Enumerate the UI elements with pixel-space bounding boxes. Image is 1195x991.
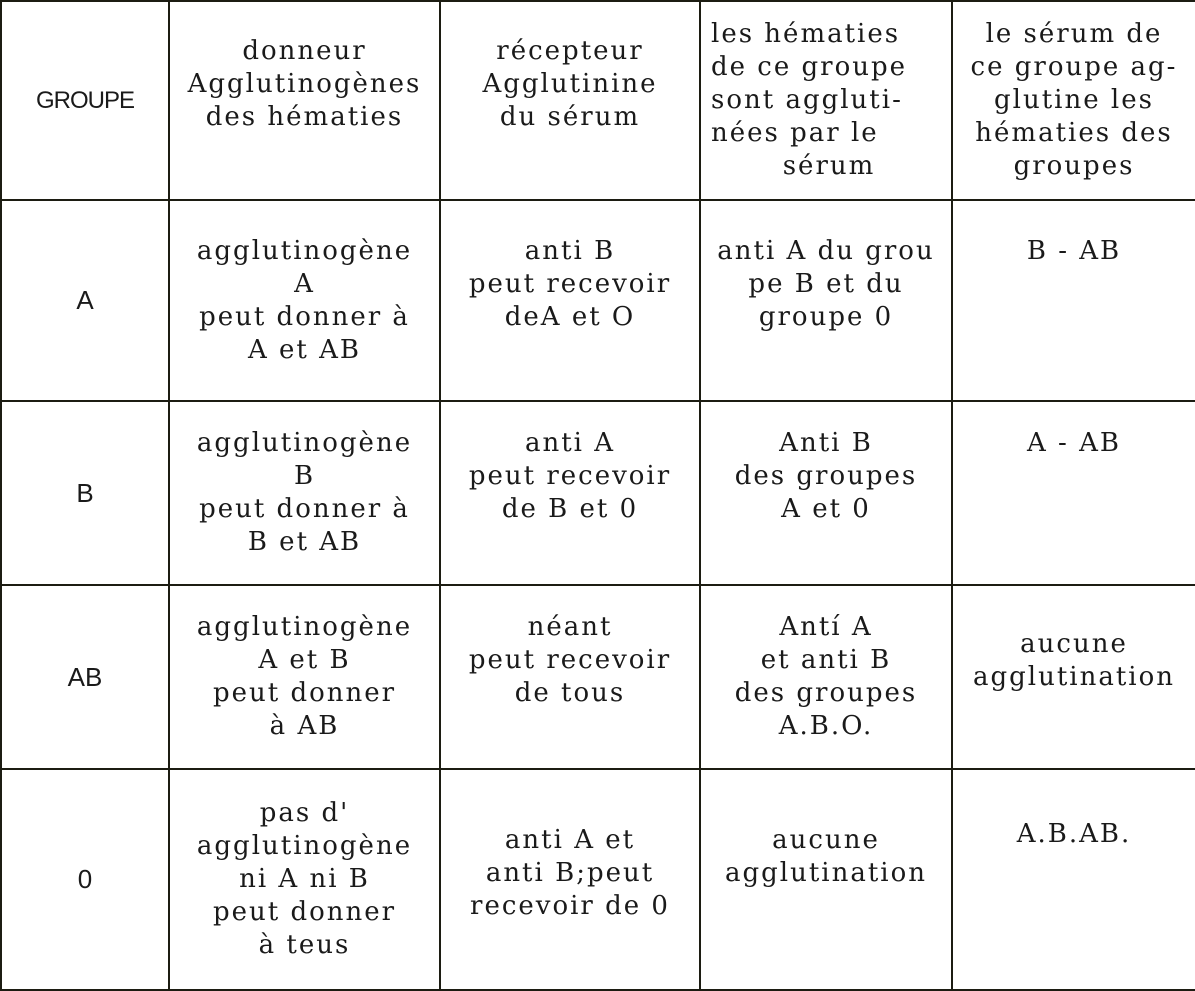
header-hematies-line: les hématies [711, 19, 901, 49]
header-serum-line: hématies des [975, 118, 1173, 148]
cell-line: A - AB [1027, 428, 1121, 458]
cell-line: pe B et du [748, 268, 904, 299]
header-groupe-label: GROUPE [35, 87, 134, 114]
cell-line: A et AB [247, 334, 362, 365]
header-serum-line: ce groupe ag- [970, 52, 1178, 82]
cell-line: peut donner [212, 897, 397, 927]
donneur-cell [169, 585, 440, 769]
cell-line: groupe 0 [758, 301, 894, 332]
cell-line: de tous [514, 678, 626, 708]
cell-line: recevoir de 0 [470, 891, 670, 921]
cell-line: agglutinogène [196, 612, 413, 642]
hematies-cell [700, 769, 952, 990]
donneur-cell [169, 200, 440, 401]
groupe-cell [1, 200, 169, 401]
header-serum-line: groupes [1013, 151, 1135, 181]
donneur-cell [169, 769, 440, 990]
serum-cell [952, 769, 1195, 990]
cell-line: deA et O [504, 301, 636, 332]
hematies-cell [700, 585, 952, 769]
cell-line: anti A du grou [717, 235, 935, 266]
recepteur-cell [440, 401, 700, 585]
cell-line: A [294, 268, 315, 299]
cell-line: et anti B [760, 645, 892, 675]
cell-line: peut recevoir [468, 461, 672, 491]
cell-line: B et AB [247, 527, 362, 557]
cell-line: Anti B [779, 428, 873, 458]
header-recepteur-line: récepteur [496, 35, 644, 66]
serum-cell [952, 401, 1195, 585]
header-hematies-line: nées par le [711, 118, 879, 148]
cell-line: des groupes [734, 678, 918, 708]
header-serum-line: le sérum de [985, 19, 1163, 49]
groupe-cell [1, 585, 169, 769]
groupe-label: B [76, 477, 94, 508]
cell-line: de B et 0 [501, 494, 639, 524]
table-row [1, 200, 1195, 401]
header-recepteur-line: du sérum [499, 101, 641, 132]
cell-line: agglutinogène [196, 235, 413, 266]
cell-line: anti B;peut [485, 858, 655, 888]
groupe-label: AB [67, 661, 103, 692]
serum-cell [952, 200, 1195, 401]
table-row [1, 401, 1195, 585]
header-groupe [1, 1, 169, 200]
cell-line: B - AB [1026, 235, 1122, 266]
header-hematies [700, 1, 952, 200]
recepteur-cell [440, 585, 700, 769]
table-row [1, 585, 1195, 769]
cell-line: à teus [258, 930, 351, 960]
cell-line: A et 0 [781, 494, 871, 524]
cell-line: aucune [1020, 628, 1128, 659]
cell-line: peut donner à [199, 301, 410, 332]
groupe-cell [1, 769, 169, 990]
cell-line: aucune [772, 825, 880, 855]
cell-line: Antí A [779, 612, 873, 642]
cell-line: B [293, 461, 316, 491]
cell-line: peut recevoir [468, 645, 672, 675]
cell-line: à AB [269, 711, 340, 741]
cell-line: A.B.O. [778, 711, 874, 741]
cell-line: des groupes [734, 461, 918, 491]
recepteur-cell [440, 769, 700, 990]
header-donneur-line: Agglutinogènes [187, 68, 422, 99]
cell-line: agglutination [972, 661, 1176, 692]
cell-line: peut donner à [199, 494, 410, 524]
cell-line: anti A et [504, 825, 636, 855]
serum-cell [952, 585, 1195, 769]
header-recepteur [440, 1, 700, 200]
cell-line: néant [527, 612, 613, 642]
donneur-cell [169, 401, 440, 585]
header-donneur-line: des hématies [205, 101, 404, 132]
cell-line: agglutinogène [196, 831, 413, 861]
groupe-label: 0 [77, 864, 93, 894]
groupe-cell [1, 401, 169, 585]
header-serum [952, 1, 1195, 200]
header-donneur-line: donneur [242, 35, 367, 66]
groupe-label: A [76, 285, 94, 315]
cell-line: anti A [524, 428, 616, 458]
cell-line: agglutination [724, 858, 928, 888]
hematies-cell [700, 401, 952, 585]
cell-line: pas d' [259, 798, 350, 828]
cell-line: peut recevoir [468, 268, 672, 299]
header-serum-line: glutine les [994, 85, 1154, 115]
cell-line: agglutinogène [196, 428, 413, 458]
header-row [1, 1, 1195, 200]
cell-line: A et B [258, 645, 351, 675]
hematies-cell [700, 200, 952, 401]
header-hematies-line: sérum [782, 151, 876, 181]
header-recepteur-line: Agglutinine [482, 68, 658, 99]
recepteur-cell [440, 200, 700, 401]
header-donneur [169, 1, 440, 200]
cell-line: anti B [524, 235, 616, 266]
table-row [1, 769, 1195, 990]
cell-line: ni A ni B [239, 864, 370, 894]
cell-line: peut donner [212, 678, 397, 708]
cell-line: A.B.AB. [1016, 819, 1132, 849]
header-hematies-line: sont aggluti- [711, 85, 903, 115]
header-hematies-line: de ce groupe [711, 52, 908, 82]
